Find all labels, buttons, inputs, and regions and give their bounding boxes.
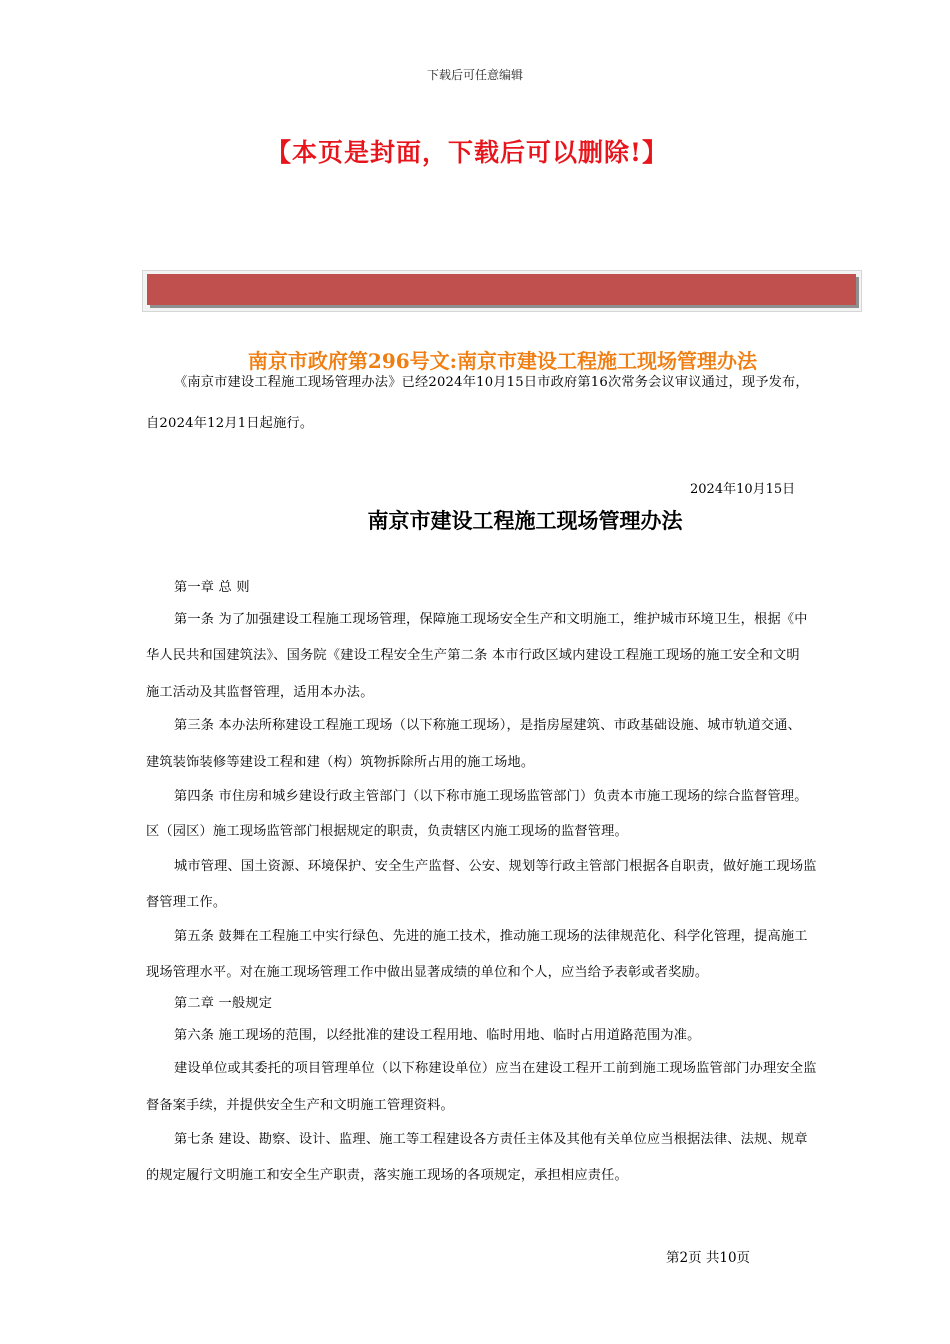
article-1-line-1: 第一条 为了加强建设工程施工现场管理，保障施工现场安全生产和文明施工，维护城市环境卫生，根据《中 xyxy=(174,612,808,627)
issue-date: 2024年10月15日 xyxy=(690,482,796,497)
article-4-line-2: 区（园区）施工现场监管部门根据规定的职责，负责辖区内施工现场的监督管理。 xyxy=(146,824,628,839)
article-1-line-2: 华人民共和国建筑法》、国务院《建设工程安全生产第二条 本市行政区域内建设工程施工现场的施工安全和文明 xyxy=(146,648,800,663)
article-7-line-1: 第七条 建设、勘察、设计、监理、施工等工程建设各方责任主体及其他有关单位应当根据法律、法规、规章 xyxy=(174,1132,808,1147)
article-1-line-3: 施工活动及其监督管理，适用本办法。 xyxy=(146,685,374,700)
article-6-line-3: 督备案手续，并提供安全生产和文明施工管理资料。 xyxy=(146,1098,454,1113)
article-3-line-1: 第三条 本办法所称建设工程施工现场（以下称施工现场），是指房屋建筑、市政基础设施、城市轨道交通、 xyxy=(174,718,801,733)
article-5-line-1: 第五条 鼓舞在工程施工中实行绿色、先进的施工技术，推动施工现场的法律规范化、科学化管理，提高施工 xyxy=(174,929,808,944)
article-3-line-2: 建筑装饰装修等建设工程和建（构）筑物拆除所占用的施工场地。 xyxy=(146,755,535,770)
article-5-line-2: 现场管理水平。对在施工现场管理工作中做出显著成绩的单位和个人，应当给予表彰或者奖励。 xyxy=(146,965,709,980)
page-number: 第2页 共10页 xyxy=(666,1250,751,1266)
law-title: 南京市建设工程施工现场管理办法 xyxy=(367,508,683,533)
article-6-line-2: 建设单位或其委托的项目管理单位（以下称建设单位）应当在建设工程开工前到施工现场监管部门办理安全监 xyxy=(174,1061,817,1076)
article-4-line-4: 督管理工作。 xyxy=(146,895,227,910)
article-4-line-3: 城市管理、国土资源、环境保护、安全生产监督、公安、规划等行政主管部门根据各自职责，做好施工现场监 xyxy=(174,859,817,874)
article-6-line-1: 第六条 施工现场的范围，以经批准的建设工程用地、临时用地、临时占用道路范围为准。 xyxy=(174,1028,701,1043)
chapter-heading: 第一章 总 则 xyxy=(174,580,250,595)
cover-notice: 【本页是封面，下载后可以删除!】 xyxy=(266,138,668,167)
intro-line-2: 自2024年12月1日起施行。 xyxy=(146,416,314,431)
chapter-heading: 第二章 一般规定 xyxy=(174,996,273,1011)
decorative-banner xyxy=(147,274,856,305)
article-4-line-1: 第四条 市住房和城乡建设行政主管部门（以下称市施工现场监管部门）负责本市施工现场的综合监督管理。 xyxy=(174,789,808,804)
page-header: 下载后可任意编辑 xyxy=(426,68,523,82)
intro-line-1: 《南京市建设工程施工现场管理办法》已经2024年10月15日市政府第16次常务会议审议通过，现予发布， xyxy=(174,375,809,390)
document-title: 南京市政府第296号文:南京市建设工程施工现场管理办法 xyxy=(247,349,758,373)
article-7-line-2: 的规定履行文明施工和安全生产职责，落实施工现场的各项规定，承担相应责任。 xyxy=(146,1168,628,1183)
